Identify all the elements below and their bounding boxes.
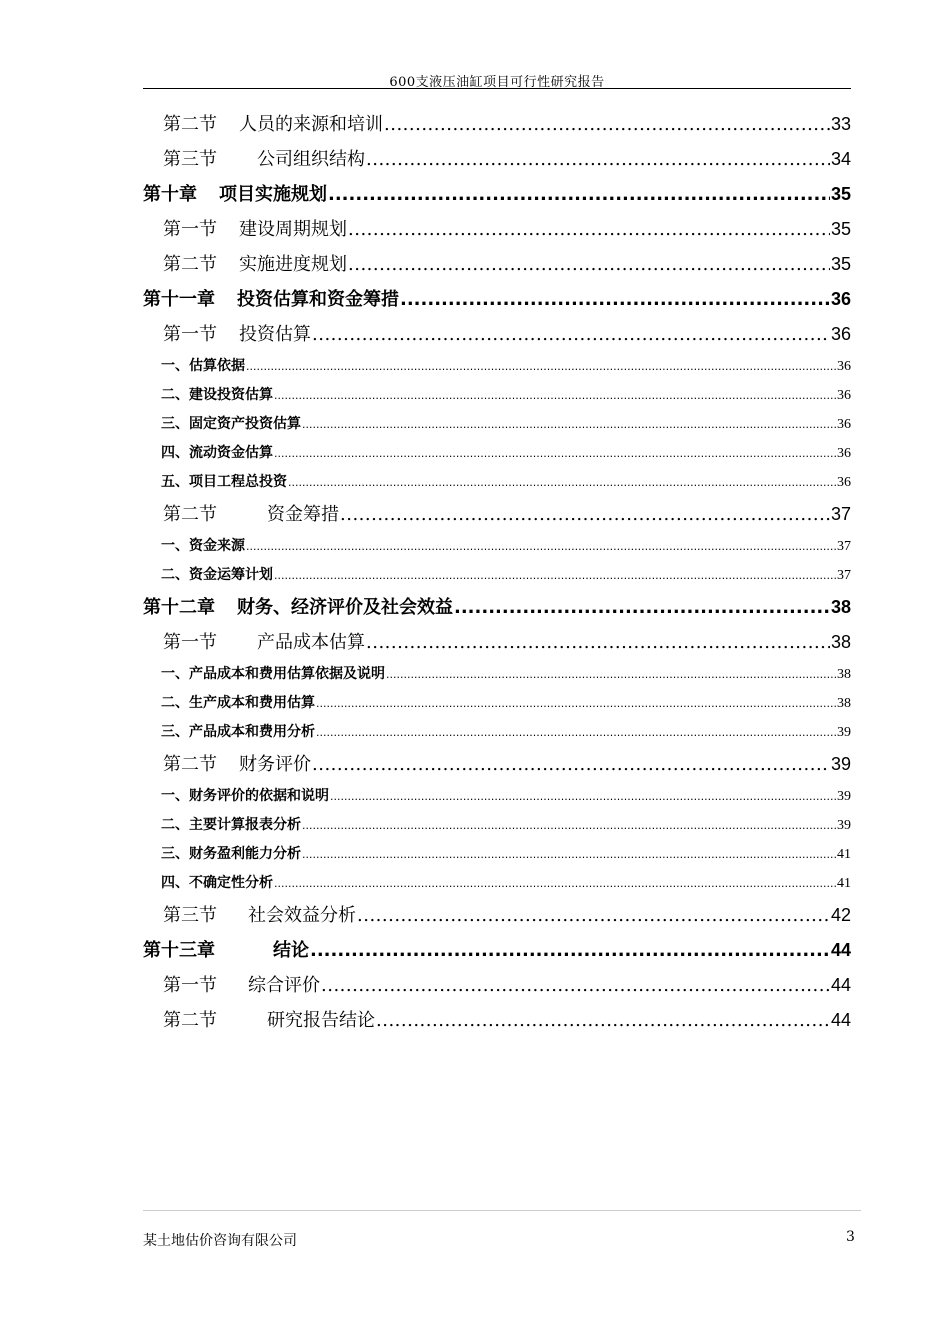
toc-entry-number: 第二节 bbox=[163, 254, 217, 275]
toc-entry-label bbox=[143, 285, 399, 311]
toc-entry-page: 36 bbox=[837, 388, 851, 403]
toc-entry-number: 第一节 bbox=[163, 632, 217, 653]
toc-entry-page: 38 bbox=[837, 667, 851, 682]
toc-entry-sec[interactable] bbox=[143, 215, 851, 250]
toc-entry-label bbox=[161, 843, 301, 863]
toc-dot-leader bbox=[384, 114, 830, 135]
footer-company: 某土地估价咨询有限公司 bbox=[143, 1233, 297, 1249]
toc-dot-leader bbox=[288, 476, 836, 489]
toc-entry-sec[interactable] bbox=[143, 145, 851, 180]
toc-entry-page: 37 bbox=[830, 504, 851, 524]
toc-dot-leader bbox=[274, 389, 836, 402]
toc-entry-sec[interactable] bbox=[143, 750, 851, 785]
toc-entry-page: 44 bbox=[830, 1010, 851, 1030]
toc-dot-leader bbox=[340, 504, 830, 525]
toc-entry-title: 财务评价 bbox=[239, 754, 311, 775]
toc-entry-page: 38 bbox=[830, 632, 851, 652]
toc-entry-chap[interactable] bbox=[143, 285, 851, 320]
toc-dot-leader bbox=[274, 447, 836, 460]
toc-dot-leader bbox=[366, 149, 830, 170]
toc-dot-leader bbox=[312, 754, 830, 775]
toc-entry-label bbox=[143, 936, 309, 962]
toc-entry-chap[interactable] bbox=[143, 180, 851, 215]
toc-entry-page: 36 bbox=[830, 289, 851, 309]
toc-entry-label bbox=[163, 750, 311, 776]
toc-entry-number: 第十二章 bbox=[143, 597, 215, 618]
toc-entry-title: 一、财务评价的依据和说明 bbox=[161, 788, 329, 804]
toc-entry-label bbox=[161, 814, 301, 834]
toc-entry-label bbox=[163, 1006, 375, 1032]
toc-entry-sec[interactable] bbox=[143, 250, 851, 285]
toc-entry-number: 第一节 bbox=[163, 975, 217, 996]
toc-entry-title: 实施进度规划 bbox=[239, 254, 347, 275]
toc-entry-label bbox=[161, 663, 385, 683]
toc-entry-label bbox=[143, 180, 327, 206]
toc-entry-label bbox=[161, 413, 301, 433]
toc-entry-label bbox=[161, 471, 287, 491]
toc-entry-sec[interactable] bbox=[143, 320, 851, 355]
toc-entry-label bbox=[163, 901, 356, 927]
toc-entry-number: 第二节 bbox=[163, 1010, 217, 1031]
toc-entry-page: 33 bbox=[830, 114, 851, 134]
toc-entry-title: 二、主要计算报表分析 bbox=[161, 817, 301, 833]
toc-entry-number: 第二节 bbox=[163, 504, 217, 525]
toc-entry-label bbox=[161, 785, 329, 805]
toc-entry-label bbox=[161, 384, 273, 404]
toc-entry-sub[interactable] bbox=[143, 564, 851, 593]
toc-entry-label bbox=[161, 692, 315, 712]
toc-dot-leader bbox=[366, 632, 830, 653]
toc-entry-chap[interactable] bbox=[143, 593, 851, 628]
toc-entry-label bbox=[163, 145, 365, 171]
toc-dot-leader bbox=[302, 418, 836, 431]
toc-entry-page: 39 bbox=[830, 754, 851, 774]
toc-dot-leader bbox=[310, 940, 830, 961]
toc-entry-page: 35 bbox=[830, 184, 851, 204]
toc-entry-title: 一、产品成本和费用估算依据及说明 bbox=[161, 666, 385, 682]
toc-dot-leader bbox=[454, 597, 830, 618]
toc-entry-title: 二、资金运筹计划 bbox=[161, 567, 273, 583]
toc-entry-sub[interactable] bbox=[143, 814, 851, 843]
toc-entry-chap[interactable] bbox=[143, 936, 851, 971]
toc-entry-title: 产品成本估算 bbox=[257, 632, 365, 653]
footer-page-number: 3 bbox=[846, 1229, 855, 1245]
toc-entry-label bbox=[161, 442, 273, 462]
toc-entry-sec[interactable] bbox=[143, 628, 851, 663]
toc-entry-title: 建设周期规划 bbox=[239, 219, 347, 240]
toc-entry-title: 结论 bbox=[273, 940, 309, 961]
toc-entry-page: 41 bbox=[837, 876, 851, 891]
toc-dot-leader bbox=[246, 360, 836, 373]
toc-entry-page: 36 bbox=[837, 417, 851, 432]
toc-entry-number: 第二节 bbox=[163, 754, 217, 775]
toc-entry-page: 35 bbox=[830, 219, 851, 239]
toc-entry-title: 社会效益分析 bbox=[248, 905, 356, 926]
toc-entry-title: 五、项目工程总投资 bbox=[161, 474, 287, 490]
toc-entry-label bbox=[163, 500, 339, 526]
toc-entry-title: 一、估算依据 bbox=[161, 358, 245, 374]
toc-dot-leader bbox=[274, 877, 836, 890]
toc-dot-leader bbox=[274, 569, 836, 582]
toc-entry-title: 一、资金来源 bbox=[161, 538, 245, 554]
toc-entry-title: 三、固定资产投资估算 bbox=[161, 416, 301, 432]
toc-entry-sec[interactable] bbox=[143, 500, 851, 535]
toc-entry-label bbox=[163, 110, 383, 136]
toc-entry-label bbox=[163, 628, 365, 654]
toc-entry-label bbox=[163, 250, 347, 276]
toc-entry-sec[interactable] bbox=[143, 110, 851, 145]
toc-entry-number: 第二节 bbox=[163, 114, 217, 135]
toc-dot-leader bbox=[246, 540, 836, 553]
toc-entry-sub[interactable] bbox=[143, 355, 851, 384]
toc-entry-page: 41 bbox=[837, 847, 851, 862]
toc-entry-page: 44 bbox=[830, 975, 851, 995]
toc-entry-sec[interactable] bbox=[143, 901, 851, 936]
toc-entry-page: 39 bbox=[837, 789, 851, 804]
toc-entry-page: 39 bbox=[837, 725, 851, 740]
toc-entry-sub[interactable] bbox=[143, 535, 851, 564]
toc-dot-leader bbox=[312, 324, 830, 345]
toc-entry-label bbox=[163, 215, 347, 241]
footer-rule bbox=[143, 1210, 861, 1211]
toc-entry-sub[interactable] bbox=[143, 384, 851, 413]
toc-entry-number: 第十章 bbox=[143, 184, 197, 205]
toc-entry-page: 39 bbox=[837, 818, 851, 833]
toc-entry-page: 44 bbox=[830, 940, 851, 960]
toc-entry-page: 42 bbox=[830, 905, 851, 925]
toc-dot-leader bbox=[348, 254, 830, 275]
toc-entry-label bbox=[163, 971, 320, 997]
toc-entry-sub[interactable] bbox=[143, 692, 851, 721]
toc-entry-sub[interactable] bbox=[143, 413, 851, 442]
toc-dot-leader bbox=[330, 790, 836, 803]
toc-entry-number: 第三节 bbox=[163, 905, 217, 926]
toc-entry-label bbox=[161, 355, 245, 375]
toc-entry-number: 第三节 bbox=[163, 149, 217, 170]
toc-entry-label bbox=[161, 721, 315, 741]
toc-entry-sub[interactable] bbox=[143, 843, 851, 872]
toc-entry-label bbox=[143, 593, 453, 619]
toc-entry-label bbox=[161, 872, 273, 892]
toc-entry-page: 36 bbox=[837, 446, 851, 461]
toc-dot-leader bbox=[316, 726, 836, 739]
toc-dot-leader bbox=[357, 905, 830, 926]
toc-entry-sub[interactable] bbox=[143, 663, 851, 692]
toc-entry-title: 投资估算和资金筹措 bbox=[237, 289, 399, 310]
toc-entry-title: 研究报告结论 bbox=[267, 1010, 375, 1031]
toc-entry-title: 投资估算 bbox=[239, 324, 311, 345]
toc-entry-title: 人员的来源和培训 bbox=[239, 114, 383, 135]
toc-dot-leader bbox=[400, 289, 830, 310]
table-of-contents bbox=[143, 110, 851, 1041]
toc-entry-title: 资金筹措 bbox=[267, 504, 339, 525]
toc-entry-number: 第一节 bbox=[163, 324, 217, 345]
toc-entry-page: 36 bbox=[830, 324, 851, 344]
toc-dot-leader bbox=[376, 1010, 830, 1031]
toc-entry-page: 34 bbox=[830, 149, 851, 169]
toc-entry-sec[interactable] bbox=[143, 1006, 851, 1041]
toc-entry-title: 项目实施规划 bbox=[219, 184, 327, 205]
header-rule bbox=[143, 88, 851, 89]
toc-dot-leader bbox=[348, 219, 830, 240]
toc-entry-number: 第十三章 bbox=[143, 940, 215, 961]
toc-entry-title: 四、流动资金估算 bbox=[161, 445, 273, 461]
toc-entry-number: 第十一章 bbox=[143, 289, 215, 310]
toc-entry-title: 二、生产成本和费用估算 bbox=[161, 695, 315, 711]
toc-entry-sub[interactable] bbox=[143, 721, 851, 750]
toc-entry-label bbox=[163, 320, 311, 346]
toc-entry-page: 36 bbox=[837, 475, 851, 490]
toc-entry-sec[interactable] bbox=[143, 971, 851, 1006]
toc-entry-title: 综合评价 bbox=[248, 975, 320, 996]
toc-entry-page: 35 bbox=[830, 254, 851, 274]
toc-entry-number: 第一节 bbox=[163, 219, 217, 240]
toc-dot-leader bbox=[302, 819, 836, 832]
toc-dot-leader bbox=[386, 668, 836, 681]
toc-entry-title: 二、建设投资估算 bbox=[161, 387, 273, 403]
toc-entry-title: 财务、经济评价及社会效益 bbox=[237, 597, 453, 618]
toc-entry-page: 37 bbox=[837, 568, 851, 583]
toc-dot-leader bbox=[328, 184, 830, 205]
toc-entry-title: 四、不确定性分析 bbox=[161, 875, 273, 891]
toc-entry-title: 三、财务盈利能力分析 bbox=[161, 846, 301, 862]
toc-dot-leader bbox=[316, 697, 836, 710]
toc-entry-page: 36 bbox=[837, 359, 851, 374]
toc-entry-page: 37 bbox=[837, 539, 851, 554]
toc-entry-label bbox=[161, 564, 273, 584]
running-header: 600支液压油缸项目可行性研究报告 bbox=[389, 75, 605, 90]
toc-entry-page: 38 bbox=[830, 597, 851, 617]
toc-entry-title: 三、产品成本和费用分析 bbox=[161, 724, 315, 740]
toc-entry-label bbox=[161, 535, 245, 555]
toc-entry-sub[interactable] bbox=[143, 442, 851, 471]
toc-entry-sub[interactable] bbox=[143, 872, 851, 901]
toc-entry-sub[interactable] bbox=[143, 785, 851, 814]
toc-entry-page: 38 bbox=[837, 696, 851, 711]
toc-entry-sub[interactable] bbox=[143, 471, 851, 500]
toc-entry-title: 公司组织结构 bbox=[257, 149, 365, 170]
toc-dot-leader bbox=[302, 848, 836, 861]
toc-dot-leader bbox=[321, 975, 830, 996]
